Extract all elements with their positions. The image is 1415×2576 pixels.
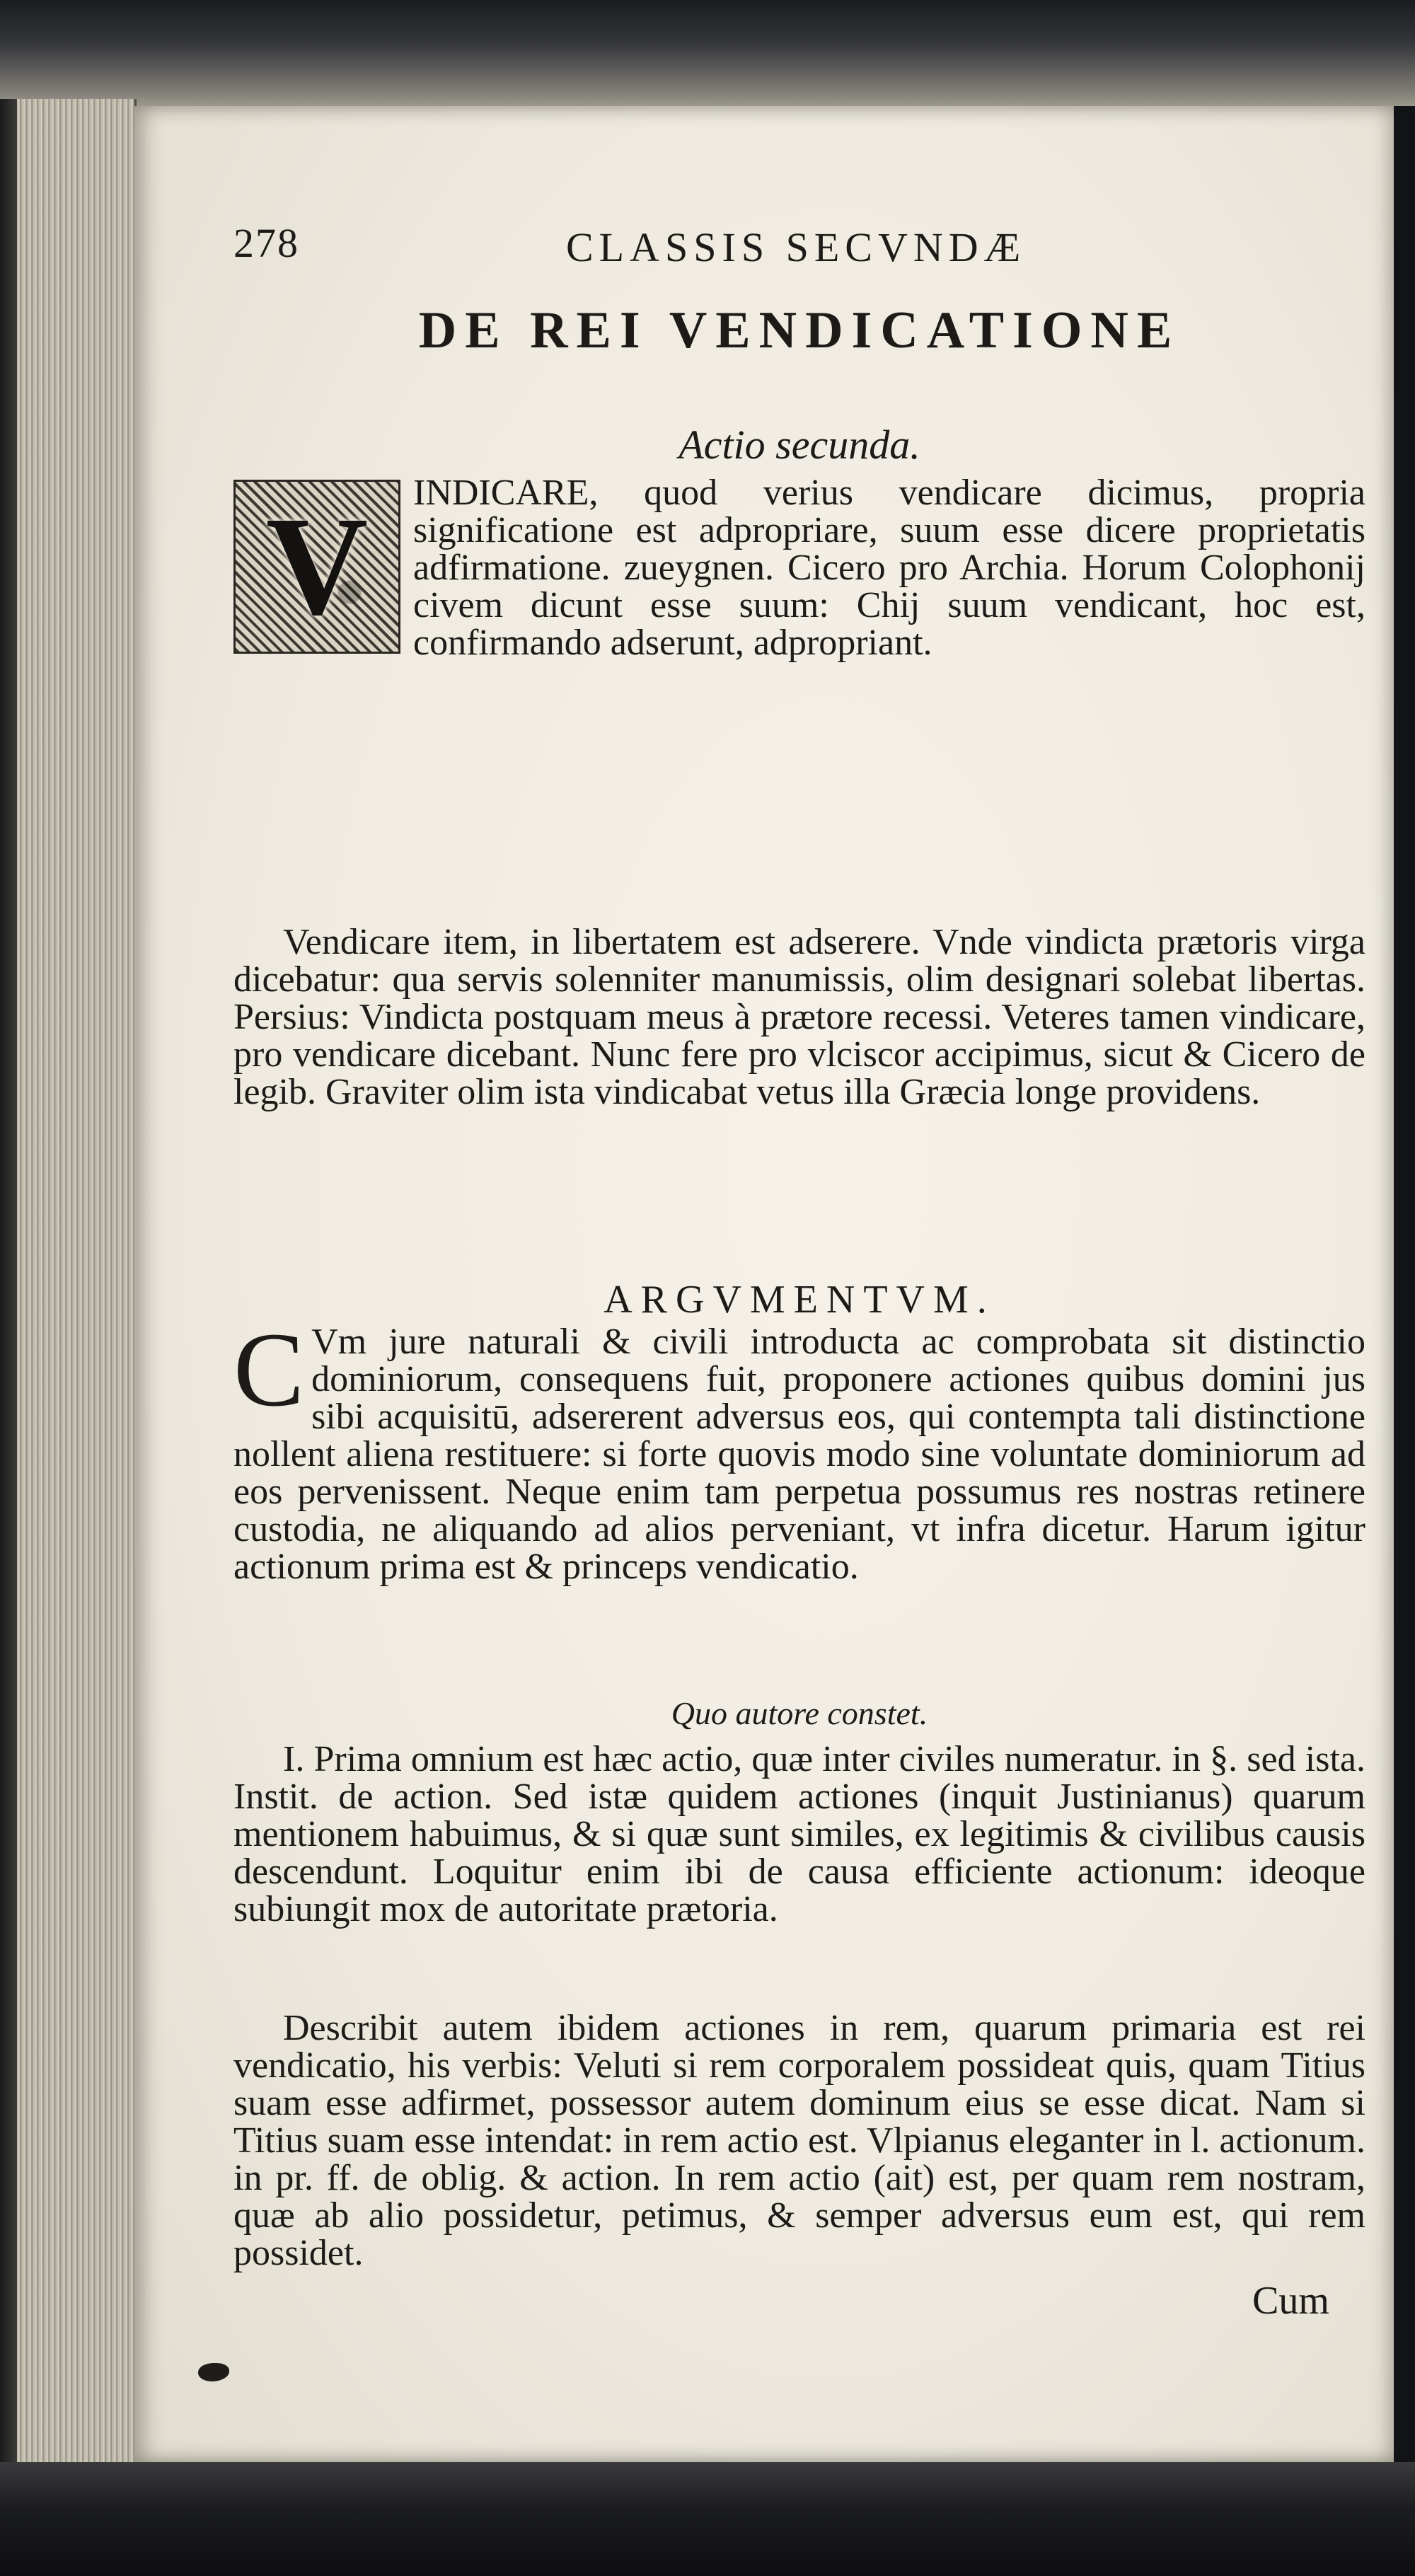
running-head-title: CLASSIS SECVNDÆ (566, 224, 1027, 270)
page-number: 278 (233, 220, 299, 266)
numbered-paragraph: I. Prima omnium est hæc actio, quæ inter civiles numeratur. in §. sed ista. Instit. de action. Sed istæ quidem actiones (inquit Justinianus) quarum mentionem habuimus, & si quæ sunt similes, ex legitimis & civilibus causis descendunt. Loquitur enim ibi de causa efficiente actionum: ideoque subiungit mox de autoritate prætoria. (233, 1739, 1365, 1929)
catchword: Cum (1252, 2279, 1329, 2323)
argument-heading: ARGVMENTVM. (603, 1278, 995, 1322)
argument-text: Vm jure naturali & civili introducta ac comprobata sit distinctio dominiorum, consequens fuit, proponere actiones quibus domini jus sibi acquisitū, adsererent adversus eos, qui contempta tali distinctione nollent aliena restituere: si forte quovis modo sine voluntate dominiorum ad eos pervenissent. Neque enim tam perpetua possumus res nostras retinere custodia, ne aliquando ad alios perveniant, vt infra dicetur. Harum igitur actionum prima est & princeps vendicatio. (233, 1322, 1365, 1587)
second-paragraph: Vendicare item, in libertatem est adserere. Vnde vindicta prætoris virga dicebatur: qua servis solenniter manumissis, olim designari solebat libertas. Persius: Vindicta postquam meus à prætore recessi. Veteres tamen vindicare, pro vendicare dicebant. Nunc fere pro vlciscor accipimus, sicut & Cicero de legib. Graviter olim ista vindicabat vetus illa Græcia longe providens. (233, 922, 1365, 1112)
chapter-subtitle: Actio secunda. (678, 422, 920, 468)
page-stack-edge (0, 99, 137, 2476)
scan-top-edge (0, 0, 1415, 106)
opening-paragraph-text: INDICARE, quod verius vendicare dicimus, propria significatione est adpropriare, suum esse dicere proprietatis adfirmatione. zueygnen. Cicero pro Archia. Horum Colophonij civem dicunt esse suum: Chij suum vendicant, hoc est, confirmando adserunt, adpropriant. (413, 473, 1365, 663)
page-content (233, 177, 1365, 2370)
decorated-initial-icon: V (233, 480, 400, 654)
argument-initial: C (233, 1311, 305, 1428)
running-header (233, 219, 1365, 269)
final-paragraph: Describit autem ibidem actiones in rem, quarum primaria est rei vendicatio, his verbis: Veluti si rem corporalem possideat quis, quam Titius suam esse adfirmet, possessor autem dominum eius se esse dicat. Nam si Titius suam esse intendat: in rem actio est. Vlpianus eleganter in l. actionum. in pr. ff. de oblig. & action. In rem actio (ait) est, per quam rem nostram, quæ ab alio possidetur, petimus, & semper adversus eum est, qui rem possidet. (233, 2008, 1365, 2273)
scan-bottom-edge (0, 2462, 1415, 2576)
binding-edge (0, 99, 17, 2476)
argument-paragraph (233, 1311, 1365, 1587)
section-heading: Quo autore constet. (671, 1695, 928, 1731)
opening-paragraph (233, 474, 1365, 662)
chapter-title: DE REI VENDICATIONE (418, 301, 1181, 359)
